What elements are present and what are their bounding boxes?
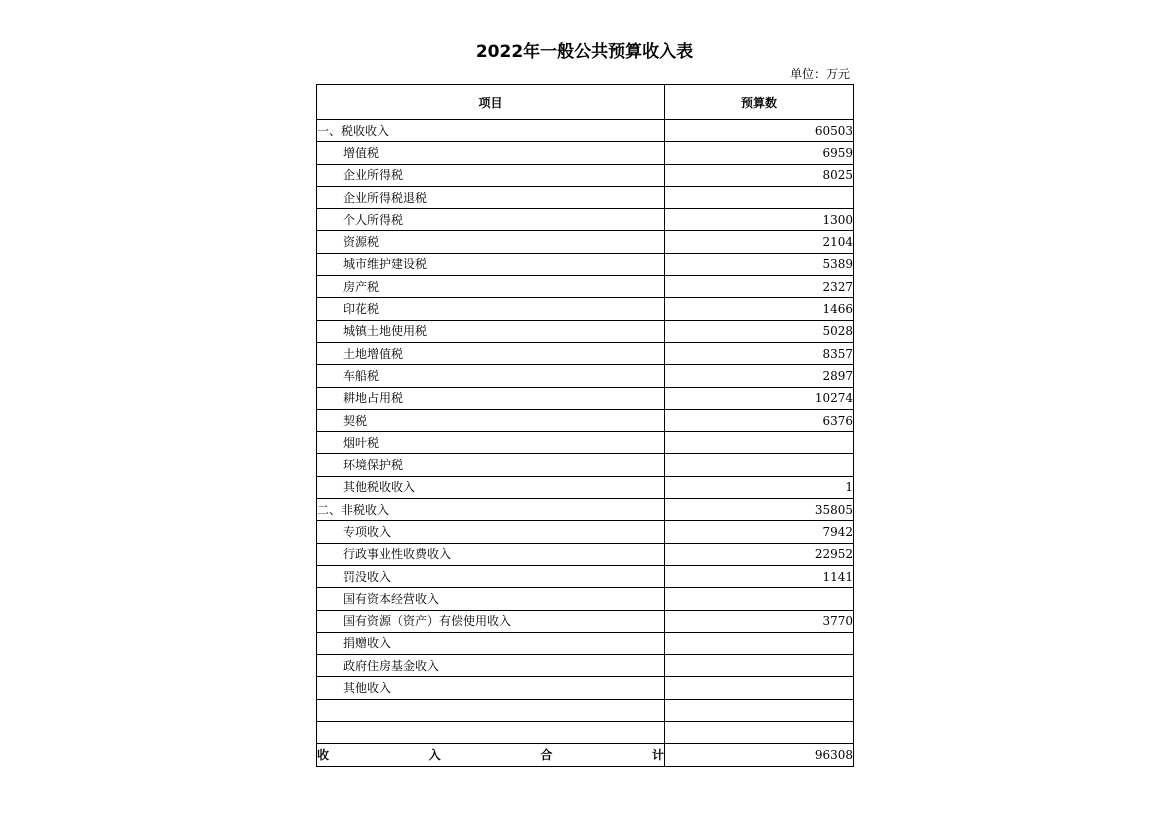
- row-name: 行政事业性收费收入: [317, 543, 665, 565]
- row-name: 企业所得税: [317, 164, 665, 186]
- column-header-amount: 预算数: [665, 85, 854, 120]
- row-name: 政府住房基金收入: [317, 655, 665, 677]
- row-value: [665, 588, 854, 610]
- row-name: 房产税: [317, 276, 665, 298]
- table-row: [317, 655, 854, 677]
- table-row: [317, 588, 854, 610]
- row-value: 8357: [665, 342, 854, 364]
- row-value: [665, 632, 854, 654]
- row-name: 罚没收入: [317, 565, 665, 587]
- row-value: 3770: [665, 610, 854, 632]
- table-row: [317, 298, 854, 320]
- row-value: 10274: [665, 387, 854, 409]
- table-row: [317, 120, 854, 142]
- row-value: [665, 677, 854, 699]
- total-label-char: 合: [540, 747, 553, 762]
- row-value: 1141: [665, 565, 854, 587]
- row-name: 一、税收收入: [317, 120, 665, 142]
- row-name: 捐赠收入: [317, 632, 665, 654]
- table-row: [317, 565, 854, 587]
- table-row: [317, 387, 854, 409]
- table-row: [317, 209, 854, 231]
- table-row: [317, 342, 854, 364]
- table-row: [317, 699, 854, 721]
- total-label-char: 入: [428, 747, 441, 762]
- row-value: 5389: [665, 253, 854, 275]
- table-row: [317, 253, 854, 275]
- row-value: [665, 432, 854, 454]
- table-row: [317, 543, 854, 565]
- table-row: [317, 365, 854, 387]
- row-value: [665, 699, 854, 721]
- row-name: 车船税: [317, 365, 665, 387]
- row-name: 烟叶税: [317, 432, 665, 454]
- row-name: 增值税: [317, 142, 665, 164]
- table-row: [317, 432, 854, 454]
- row-value: 60503: [665, 120, 854, 142]
- row-name: 资源税: [317, 231, 665, 253]
- table-row: [317, 521, 854, 543]
- row-name: 国有资本经营收入: [317, 588, 665, 610]
- table-row: [317, 276, 854, 298]
- unit-label: 单位：万元: [789, 67, 850, 81]
- row-name: 契税: [317, 409, 665, 431]
- table-row: [317, 677, 854, 699]
- row-value: 6959: [665, 142, 854, 164]
- row-name: 印花税: [317, 298, 665, 320]
- total-row: [317, 744, 854, 766]
- row-value: 6376: [665, 409, 854, 431]
- row-value: 8025: [665, 164, 854, 186]
- row-value: 22952: [665, 543, 854, 565]
- row-name: 个人所得税: [317, 209, 665, 231]
- row-name: 城市维护建设税: [317, 253, 665, 275]
- row-value: [665, 186, 854, 208]
- table-header-row: [317, 85, 854, 120]
- row-value: [665, 655, 854, 677]
- row-name: 专项收入: [317, 521, 665, 543]
- table-row: [317, 454, 854, 476]
- row-name: 城镇土地使用税: [317, 320, 665, 342]
- row-value: [665, 722, 854, 744]
- row-name: 其他收入: [317, 677, 665, 699]
- row-value: 2897: [665, 365, 854, 387]
- row-name: 环境保护税: [317, 454, 665, 476]
- row-name: 耕地占用税: [317, 387, 665, 409]
- total-label-char: 收: [317, 747, 330, 762]
- row-name: [317, 722, 665, 744]
- row-value: 35805: [665, 499, 854, 521]
- total-label: [317, 744, 665, 766]
- table-row: [317, 231, 854, 253]
- row-value: 5028: [665, 320, 854, 342]
- row-value: 7942: [665, 521, 854, 543]
- table-row: [317, 499, 854, 521]
- row-value: 1: [665, 476, 854, 498]
- row-value: 1466: [665, 298, 854, 320]
- total-label-char: 计: [651, 747, 664, 762]
- row-value: 1300: [665, 209, 854, 231]
- row-name: 二、非税收入: [317, 499, 665, 521]
- table-row: [317, 476, 854, 498]
- row-name: 其他税收收入: [317, 476, 665, 498]
- row-value: [665, 454, 854, 476]
- row-name: 土地增值税: [317, 342, 665, 364]
- budget-table: [316, 84, 854, 767]
- table-row: [317, 320, 854, 342]
- table-row: [317, 164, 854, 186]
- row-value: 2104: [665, 231, 854, 253]
- total-value: 96308: [665, 744, 854, 766]
- table-row: [317, 186, 854, 208]
- row-name: [317, 699, 665, 721]
- table-row: [317, 142, 854, 164]
- column-header-item: 项目: [317, 85, 665, 120]
- row-name: 国有资源（资产）有偿使用收入: [317, 610, 665, 632]
- table-row: [317, 632, 854, 654]
- table-row: [317, 409, 854, 431]
- row-value: 2327: [665, 276, 854, 298]
- page-title: 2022年一般公共预算收入表: [475, 42, 694, 62]
- table-row: [317, 610, 854, 632]
- row-name: 企业所得税退税: [317, 186, 665, 208]
- table-row: [317, 722, 854, 744]
